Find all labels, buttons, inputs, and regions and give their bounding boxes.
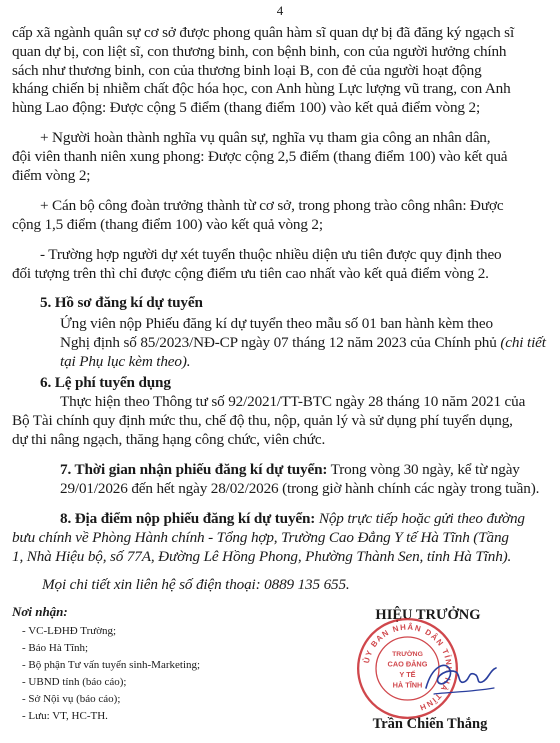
handwritten-signature <box>420 648 500 703</box>
text-run: Nộp trực tiếp hoặc gửi theo đường <box>315 510 525 527</box>
body-line <box>12 80 560 98</box>
text-run: 29/01/2026 đến hết ngày 28/02/2026 (trong giờ hành chính các ngày trong tuần). <box>60 480 540 497</box>
page-number: 4 <box>276 3 284 18</box>
text-run: đối tượng trên thì chỉ được cộng điểm ưu tiên cao nhất vào kết quả điểm vòng 2. <box>12 265 489 282</box>
body-line <box>40 129 560 147</box>
svg-text:CAO ĐẲNG: CAO ĐẲNG <box>387 659 428 669</box>
signer-name: Trần Chiến Thắng <box>372 716 488 732</box>
text-run: cộng 1,5 điểm (thang điểm 100) vào kết quả vòng 2; <box>12 216 323 233</box>
text-run: 5. Hồ sơ đăng kí dự tuyển <box>40 294 203 311</box>
body-line <box>12 412 560 430</box>
body-line <box>40 197 560 215</box>
recipient-item: - UBND tỉnh (báo cáo); <box>22 676 127 688</box>
text-run: điểm vòng 2; <box>12 167 91 184</box>
svg-text:ỦY BAN NHÂN DÂN TỈNH HÀ TĨNH: ỦY BAN NHÂN DÂN TỈNH HÀ TĨNH <box>361 622 454 713</box>
text-run: sách như thương binh, con của thương binh loại B, con đẻ của người hoạt động <box>12 62 482 79</box>
body-line <box>60 334 560 352</box>
text-run: Mọi chi tiết xin liên hệ số điện thoại: 0889 135 655. <box>42 576 350 593</box>
recipient-item: - Báo Hà Tĩnh; <box>22 642 89 654</box>
text-run: - Trường hợp người dự xét tuyển thuộc nhiều diện ưu tiên được quy định theo <box>40 246 502 263</box>
text-run: + Cán bộ công đoàn trưởng thành từ cơ sở, trong phong trào công nhân: Được <box>40 197 504 214</box>
body-line <box>12 265 560 283</box>
body-line <box>60 393 560 411</box>
text-run: Ứng viên nộp Phiếu đăng kí dự tuyển theo mẫu số 01 ban hành kèm theo <box>60 315 493 332</box>
body-line <box>40 246 560 264</box>
recipient-item: - Sở Nội vụ (báo cáo); <box>22 693 121 705</box>
body-line <box>12 167 560 185</box>
text-run: 8. Địa điểm nộp phiếu đăng kí dự tuyển: <box>60 510 316 527</box>
body-line <box>60 510 560 528</box>
text-run: tại Phụ lục kèm theo). <box>60 353 191 370</box>
text-run: dự thi nâng ngạch, thăng hạng công chức, viên chức. <box>12 431 326 448</box>
body-line <box>12 43 560 61</box>
svg-text:TRƯỜNG: TRƯỜNG <box>392 650 423 658</box>
text-run: cấp xã ngành quân sự cơ sở được phong quân hàm sĩ quan dự bị đã đăng ký ngạch sĩ <box>12 24 515 41</box>
body-line <box>12 24 560 42</box>
text-run: quan dự bị, con liệt sĩ, con thương binh, con bệnh binh, con của người hưởng chính <box>12 43 507 60</box>
body-line <box>42 576 560 594</box>
body-line <box>12 529 560 547</box>
body-line <box>60 461 560 479</box>
body-line <box>60 480 560 498</box>
recipient-item: - Bộ phận Tư vấn tuyển sinh-Marketing; <box>22 659 201 671</box>
body-line <box>12 148 560 166</box>
text-run: 6. Lệ phí tuyển dụng <box>40 374 171 391</box>
text-run: + Người hoàn thành nghĩa vụ quân sự, nghĩa vụ tham gia công an nhân dân, <box>40 129 491 146</box>
text-run: Trong vòng 30 ngày, kể từ ngày <box>327 461 520 478</box>
text-run: bưu chính về Phòng Hành chính - Tổng hợp, Trường Cao Đẳng Y tế Hà Tĩnh (Tầng <box>12 529 509 546</box>
body-line <box>40 374 560 392</box>
recipients-title: Nơi nhận: <box>12 604 68 619</box>
text-run: 7. Thời gian nhận phiếu đăng kí dự tuyển: <box>60 461 328 478</box>
body-line <box>12 431 560 449</box>
body-line <box>12 216 560 234</box>
body-line <box>12 548 560 566</box>
text-run: hùng Lao động: Được cộng 5 điểm (thang điểm 100) vào kết quả điểm vòng 2; <box>12 99 481 116</box>
text-run: Thực hiện theo Thông tư số 92/2021/TT-BTC ngày 28 tháng 10 năm 2021 của <box>60 393 526 410</box>
body-line <box>60 315 560 333</box>
text-run: kháng chiến bị nhiễm chất độc hóa học, con Anh hùng Lực lượng vũ trang, con Anh <box>12 80 511 97</box>
recipient-item: - VC-LĐHĐ Trường; <box>22 625 117 637</box>
body-line <box>60 353 560 371</box>
body-line <box>12 99 560 117</box>
text-run: Nghị định số 85/2023/NĐ-CP ngày 07 tháng 12 năm 2023 của Chính phủ <box>60 334 501 351</box>
text-run: đội viên thanh niên xung phong: Được cộng 2,5 điểm (thang điểm 100) vào kết quả <box>12 148 508 165</box>
text-run: (chi tiết <box>500 334 546 351</box>
svg-text:Y TẾ: Y TẾ <box>399 669 416 679</box>
svg-text:HÀ TĨNH: HÀ TĨNH <box>392 680 423 690</box>
signature-title: HIỆU TRƯỞNG <box>375 607 481 623</box>
text-run: 1, Nhà Hiệu bộ, số 77A, Đường Lê Hồng Phong, Phường Thành Sen, tỉnh Hà Tĩnh). <box>12 548 512 565</box>
text-run: Bộ Tài chính quy định mức thu, chế độ thu, nộp, quản lý và sử dụng phí tuyển dụng, <box>12 412 513 429</box>
body-line <box>40 294 560 312</box>
recipient-item: - Lưu: VT, HC-TH. <box>22 710 108 722</box>
body-line <box>12 62 560 80</box>
